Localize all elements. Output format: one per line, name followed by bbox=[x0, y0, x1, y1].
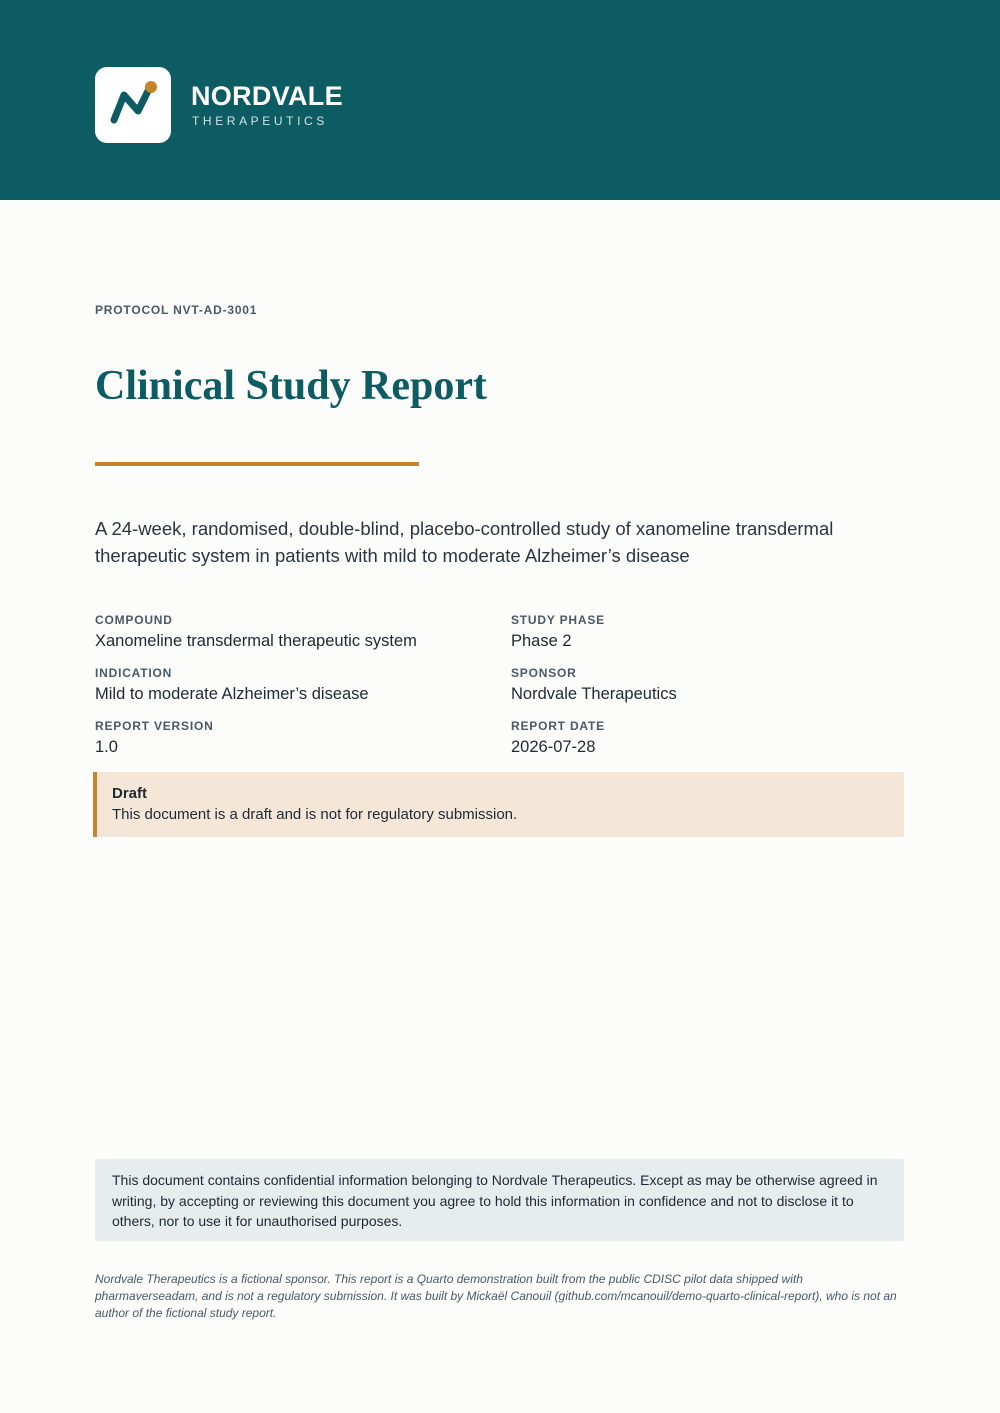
title-divider bbox=[95, 462, 419, 466]
meta-report-date bbox=[511, 718, 605, 758]
meta-label: INDICATION bbox=[95, 666, 173, 680]
meta-label: REPORT DATE bbox=[511, 719, 605, 733]
meta-value: 1.0 bbox=[95, 738, 118, 756]
meta-label: COMPOUND bbox=[95, 613, 173, 627]
nordvale-n-mark-icon bbox=[95, 67, 171, 143]
brand-name: NORDVALE bbox=[191, 81, 343, 111]
meta-value: Mild to moderate Alzheimer’s disease bbox=[95, 685, 369, 703]
meta-label: STUDY PHASE bbox=[511, 613, 605, 627]
draft-callout-title: Draft bbox=[112, 785, 148, 802]
draft-callout-text: This document is a draft and is not for regulatory submission. bbox=[112, 806, 518, 823]
study-description: A 24-week, randomised, double-blind, placebo-controlled study of xanomeline transdermal therapeutic system in patients with mild to moderate Alzheimer’s disease bbox=[95, 518, 834, 566]
meta-study-phase bbox=[511, 612, 605, 652]
meta-value: 2026-07-28 bbox=[511, 738, 596, 756]
meta-label: SPONSOR bbox=[511, 666, 577, 680]
meta-value: Nordvale Therapeutics bbox=[511, 685, 677, 703]
page-title: Clinical Study Report bbox=[95, 363, 488, 409]
confidentiality-notice: This document contains confidential information belonging to Nordvale Therapeutics. Except as may be otherwise agreed in writing, by accepting or reviewing this document you agree to hold this information in confidence and not to disclose it to others, nor to use it for unauthorised purposes. bbox=[95, 1159, 904, 1241]
meta-indication bbox=[95, 665, 369, 705]
meta-label: REPORT VERSION bbox=[95, 719, 214, 733]
brand-logo bbox=[95, 67, 171, 143]
meta-value: Phase 2 bbox=[511, 632, 572, 650]
meta-report-version bbox=[95, 718, 214, 758]
meta-compound bbox=[95, 612, 417, 652]
disclaimer-footnote: Nordvale Therapeutics is a fictional sponsor. This report is a Quarto demonstration built from the public CDISC pilot data shipped with pharmaverseadam, and is not a regulatory submission. It was built by Mickaël Canouil (github.com/mcanouil/demo-quarto-clinical-report), who is not an author of the fictional study report. bbox=[95, 1272, 897, 1320]
protocol-number: PROTOCOL NVT-AD-3001 bbox=[95, 303, 258, 317]
draft-callout bbox=[93, 772, 904, 837]
meta-value: Xanomeline transdermal therapeutic system bbox=[95, 632, 417, 650]
header-banner bbox=[0, 0, 1000, 200]
brand-tagline: THERAPEUTICS bbox=[192, 114, 328, 128]
meta-sponsor bbox=[511, 665, 677, 705]
